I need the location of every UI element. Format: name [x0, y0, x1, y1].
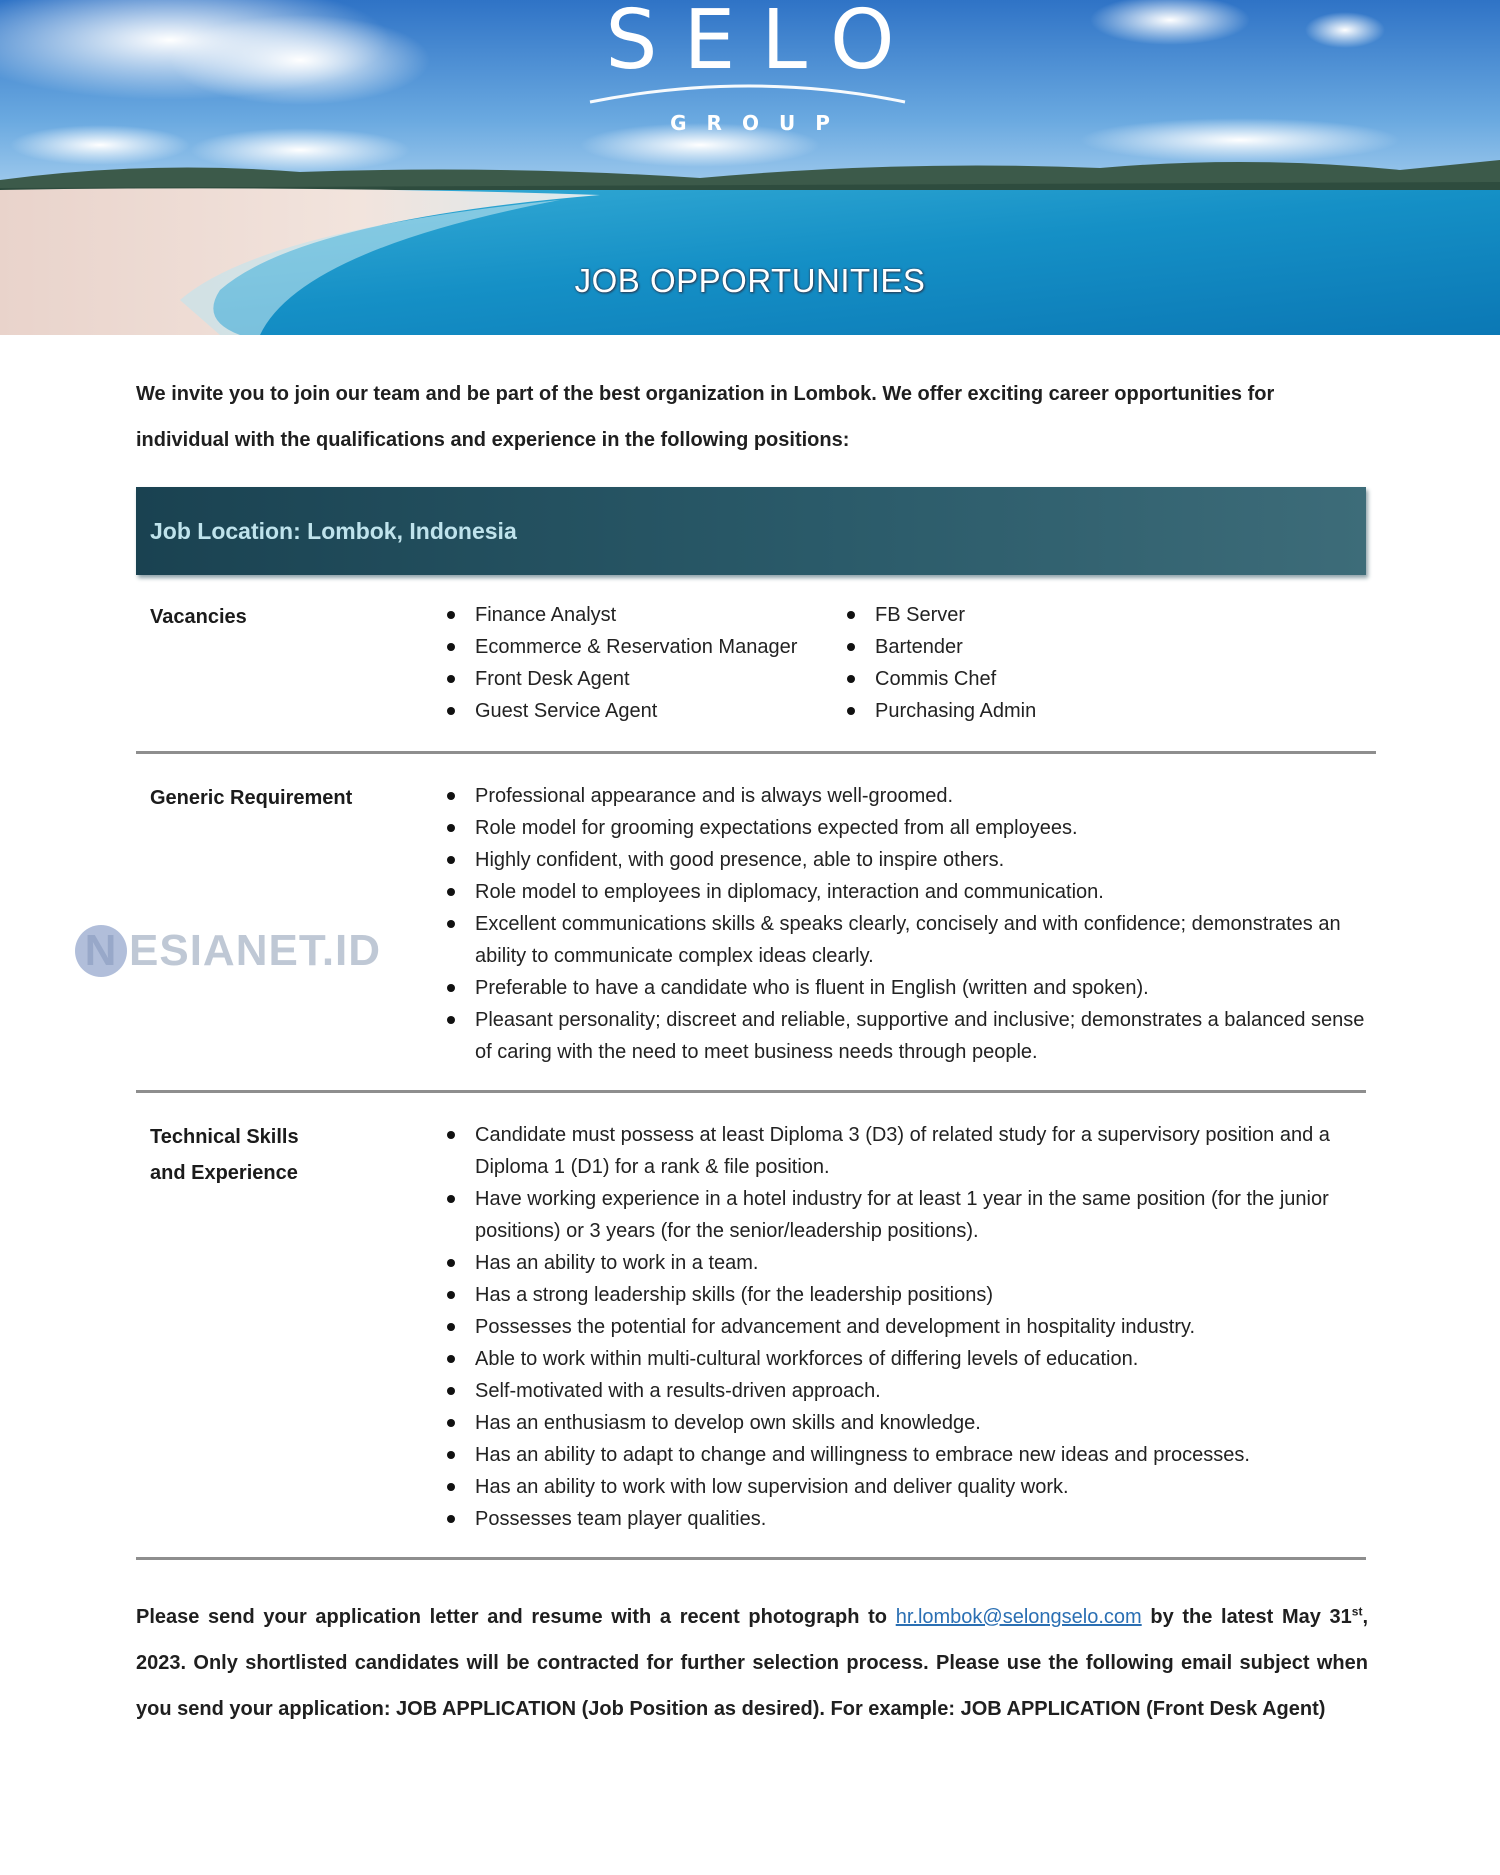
list-item: Bartender — [842, 631, 1242, 663]
intro-paragraph: We invite you to join our team and be part of the best organization in Lombok. We offer exciting career opportunities for individual with the qualifications and experience in the following positions: — [136, 383, 1275, 451]
hr-email-link[interactable]: hr.lombok@selongselo.com — [895, 1606, 1142, 1628]
header-banner — [0, 0, 1500, 335]
technical-skills-label-line-1: Technical Skills — [150, 1126, 299, 1148]
watermark — [75, 925, 381, 977]
vacancies-column-1 — [442, 599, 842, 727]
technical-skills-section — [136, 1093, 1366, 1560]
list-item: Role model for grooming expectations expected from all employees. — [442, 812, 1366, 844]
banner-title: JOB OPPORTUNITIES — [574, 262, 926, 299]
list-item: Has a strong leadership skills (for the leadership positions) — [442, 1279, 1366, 1311]
list-item: Has an ability to adapt to change and willingness to embrace new ideas and processes. — [442, 1439, 1366, 1471]
vacancies-label: Vacancies — [150, 606, 247, 628]
list-item: Possesses team player qualities. — [442, 1503, 1366, 1535]
technical-skills-label-line-2: and Experience — [150, 1162, 298, 1184]
vacancies-list — [442, 599, 1376, 727]
job-location-text: Job Location: Lombok, Indonesia — [150, 517, 517, 544]
list-item: Self-motivated with a results-driven approach. — [442, 1375, 1366, 1407]
vacancies-column-2 — [842, 599, 1242, 727]
generic-requirement-section — [136, 754, 1366, 1093]
list-item: Front Desk Agent — [442, 663, 842, 695]
list-item: Guest Service Agent — [442, 695, 842, 727]
brand-logo-text: SELO — [605, 0, 921, 88]
technical-skills-body — [442, 1119, 1366, 1535]
generic-requirement-list — [442, 780, 1366, 1068]
technical-skills-list — [442, 1119, 1366, 1535]
brand-logo-subtitle: GROUP — [670, 111, 850, 135]
list-item: Professional appearance and is always well-groomed. — [442, 780, 1366, 812]
job-posting-body — [136, 335, 1368, 1732]
generic-requirement-label: Generic Requirement — [150, 787, 353, 809]
generic-requirement-body — [442, 780, 1366, 1068]
watermark-logo-icon — [75, 925, 127, 977]
date-suffix: st — [1351, 1604, 1363, 1619]
list-item: Finance Analyst — [442, 599, 842, 631]
job-location-bar — [136, 487, 1366, 575]
instructions-text-2: by the latest May 31 — [1150, 1606, 1352, 1628]
list-item: Preferable to have a candidate who is fluent in English (written and spoken). — [442, 972, 1366, 1004]
technical-skills-label — [136, 1119, 442, 1535]
list-item: Purchasing Admin — [842, 695, 1242, 727]
list-item: Highly confident, with good presence, able to inspire others. — [442, 844, 1366, 876]
list-item: Have working experience in a hotel industry for at least 1 year in the same position (for the junior positions) or 3 years (for the senior/leadership positions). — [442, 1183, 1366, 1247]
list-item: Excellent communications skills & speaks clearly, concisely and with confidence; demonstrates an ability to communicate complex ideas clearly. — [442, 908, 1366, 972]
watermark-text: ESIANET.ID — [129, 926, 382, 975]
application-instructions — [136, 1594, 1368, 1732]
list-item: Possesses the potential for advancement and development in hospitality industry. — [442, 1311, 1366, 1343]
list-item: FB Server — [842, 599, 1242, 631]
watermark-letter: N — [84, 926, 118, 975]
instructions-text-3: , 2023. Only shortlisted candidates will be contracted for further selection process. Please use the following email subject when you send your application: JOB APPLICATION (Job Position as desired). For example: JOB APPLICATION (Front Desk Agent) — [136, 1606, 1368, 1720]
list-item: Pleasant personality; discreet and reliable, supportive and inclusive; demonstrates a balanced sense of caring with the need to meet business needs through people. — [442, 1004, 1366, 1068]
vacancies-section — [136, 599, 1376, 754]
list-item: Has an enthusiasm to develop own skills and knowledge. — [442, 1407, 1366, 1439]
list-item: Able to work within multi-cultural workforces of differing levels of education. — [442, 1343, 1366, 1375]
list-item: Has an ability to work in a team. — [442, 1247, 1366, 1279]
list-item: Has an ability to work with low supervision and deliver quality work. — [442, 1471, 1366, 1503]
list-item: Role model to employees in diplomacy, interaction and communication. — [442, 876, 1366, 908]
list-item: Candidate must possess at least Diploma 3 (D3) of related study for a supervisory position and a Diploma 1 (D1) for a rank & file position. — [442, 1119, 1366, 1183]
list-item: Ecommerce & Reservation Manager — [442, 631, 842, 663]
list-item: Commis Chef — [842, 663, 1242, 695]
instructions-text-1: Please send your application letter and resume with a recent photograph to — [136, 1606, 888, 1628]
